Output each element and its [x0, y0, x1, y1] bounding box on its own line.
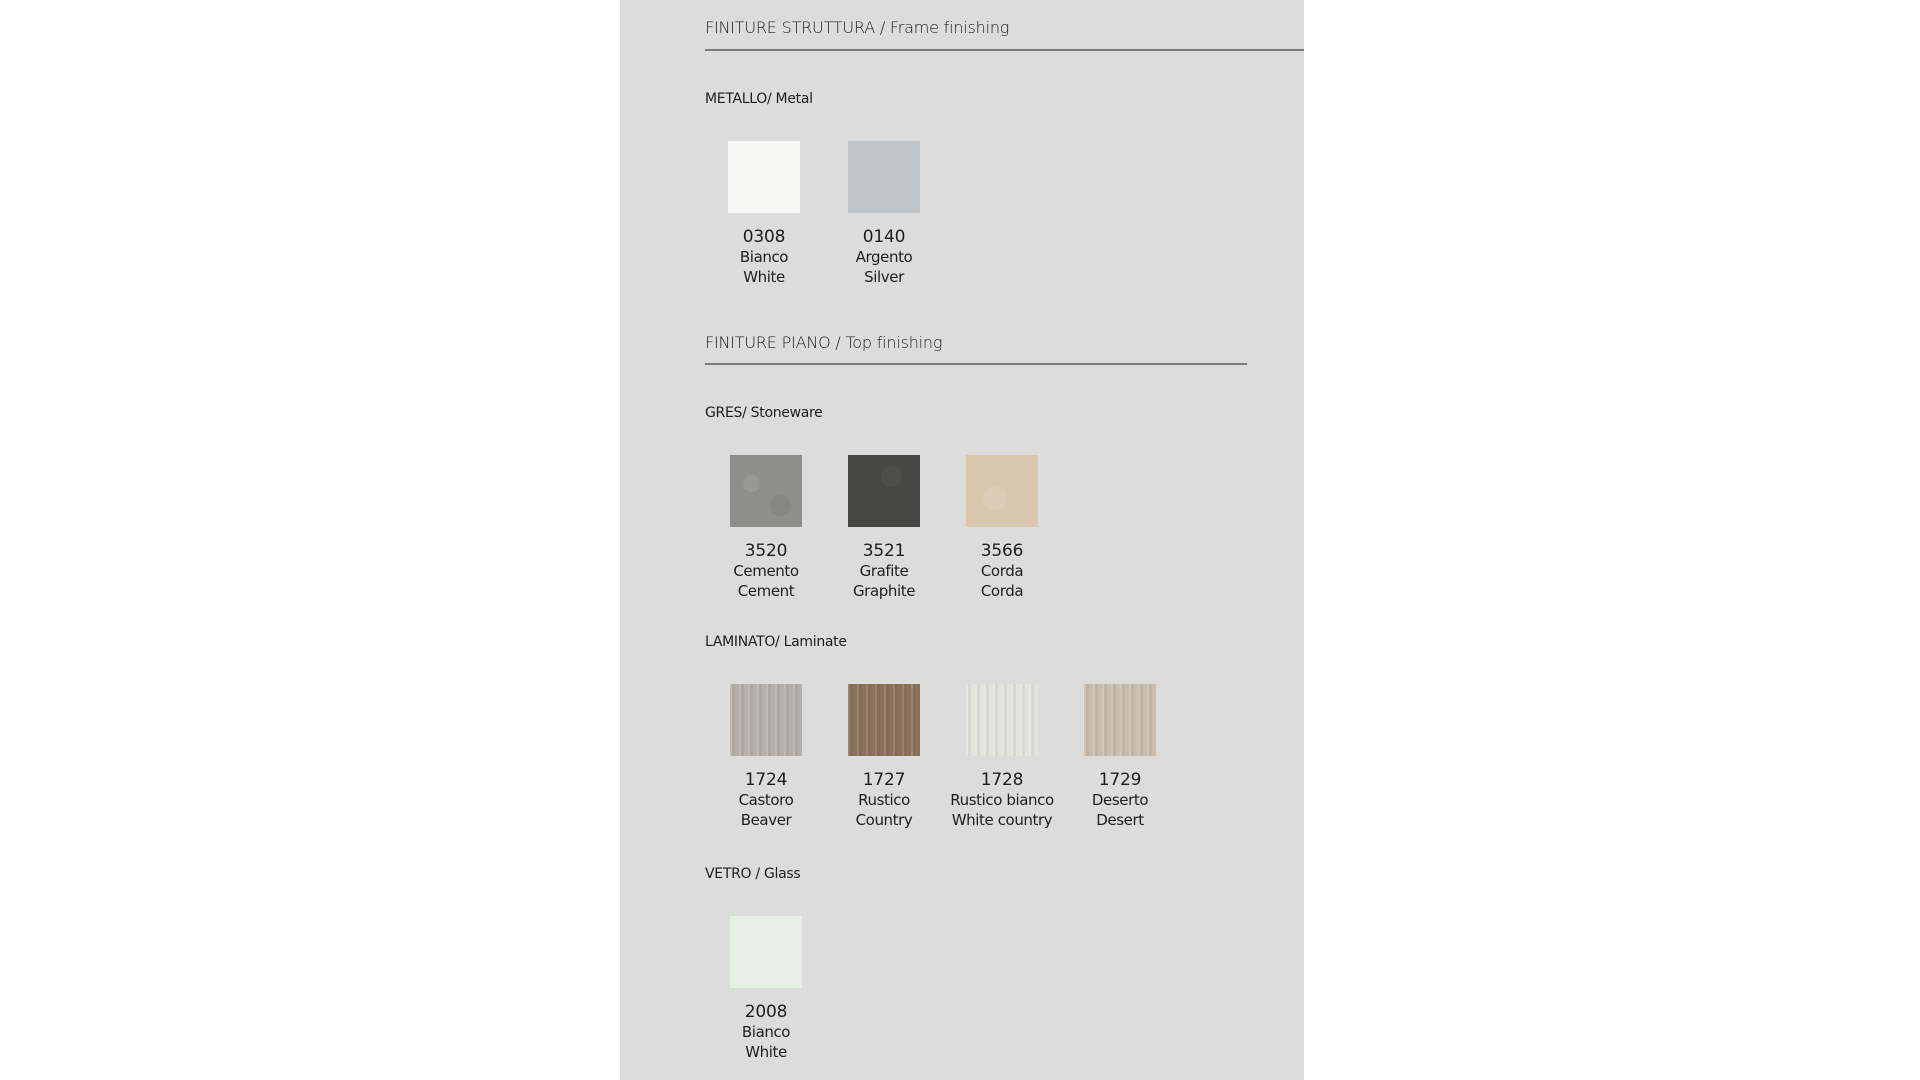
swatch-name-it: Rustico bianco	[950, 791, 1054, 809]
swatch-1729[interactable]	[1060, 684, 1180, 830]
swatch-code: 3521	[862, 541, 906, 561]
stoneware-group-title: GRES/ Stoneware	[705, 405, 823, 421]
swatch-color	[848, 684, 920, 756]
swatch-code: 1728	[980, 770, 1024, 790]
swatch-name-en: Desert	[1096, 811, 1144, 829]
top-finishing-divider	[705, 363, 1247, 365]
swatch-3566[interactable]	[942, 455, 1062, 601]
swatch-3520[interactable]	[706, 455, 826, 601]
swatch-code: 3520	[744, 541, 788, 561]
frame-finishing-title: FINITURE STRUTTURA / Frame finishing	[705, 18, 1010, 37]
swatch-1724[interactable]	[706, 684, 826, 830]
swatch-1728[interactable]	[942, 684, 1062, 830]
swatch-code: 2008	[744, 1002, 788, 1022]
glass-group-title: VETRO / Glass	[705, 866, 801, 882]
swatch-color	[730, 684, 802, 756]
swatch-name-it: Grafite	[859, 562, 909, 580]
swatch-name-en: Silver	[864, 268, 904, 286]
swatch-name-en: White country	[951, 811, 1053, 829]
swatch-code: 1727	[862, 770, 906, 790]
swatch-name-it: Bianco	[739, 248, 789, 266]
metal-group-title: METALLO/ Metal	[705, 91, 813, 107]
swatch-name-en: Corda	[980, 582, 1024, 600]
swatch-name-en: White	[745, 1043, 787, 1061]
swatch-2008[interactable]	[706, 916, 826, 1062]
frame-finishing-divider	[705, 49, 1304, 51]
swatch-code: 0140	[862, 227, 906, 247]
swatch-color	[730, 916, 802, 988]
swatch-0308[interactable]	[704, 141, 824, 287]
swatch-color	[848, 455, 920, 527]
laminate-group-title: LAMINATO/ Laminate	[705, 634, 847, 650]
swatch-name-it: Castoro	[738, 791, 794, 809]
swatch-name-it: Argento	[855, 248, 913, 266]
swatch-name-it: Rustico	[858, 791, 910, 809]
swatch-code: 0308	[742, 227, 786, 247]
swatch-name-it: Deserto	[1091, 791, 1149, 809]
swatch-color	[1084, 684, 1156, 756]
swatch-color	[730, 455, 802, 527]
finishes-panel	[620, 0, 1304, 1080]
swatch-name-en: Beaver	[740, 811, 792, 829]
swatch-1727[interactable]	[824, 684, 944, 830]
swatch-0140[interactable]	[824, 141, 944, 287]
swatch-code: 3566	[980, 541, 1024, 561]
swatch-color	[728, 141, 800, 213]
swatch-color	[966, 455, 1038, 527]
swatch-code: 1724	[744, 770, 788, 790]
swatch-name-it: Corda	[980, 562, 1024, 580]
swatch-name-it: Cemento	[733, 562, 799, 580]
swatch-name-en: Graphite	[852, 582, 916, 600]
swatch-3521[interactable]	[824, 455, 944, 601]
swatch-name-en: White	[743, 268, 785, 286]
swatch-name-it: Bianco	[741, 1023, 791, 1041]
swatch-name-en: Cement	[737, 582, 795, 600]
swatch-name-en: Country	[855, 811, 913, 829]
top-finishing-title: FINITURE PIANO / Top finishing	[705, 333, 943, 352]
swatch-color	[966, 684, 1038, 756]
swatch-code: 1729	[1098, 770, 1142, 790]
swatch-color	[848, 141, 920, 213]
